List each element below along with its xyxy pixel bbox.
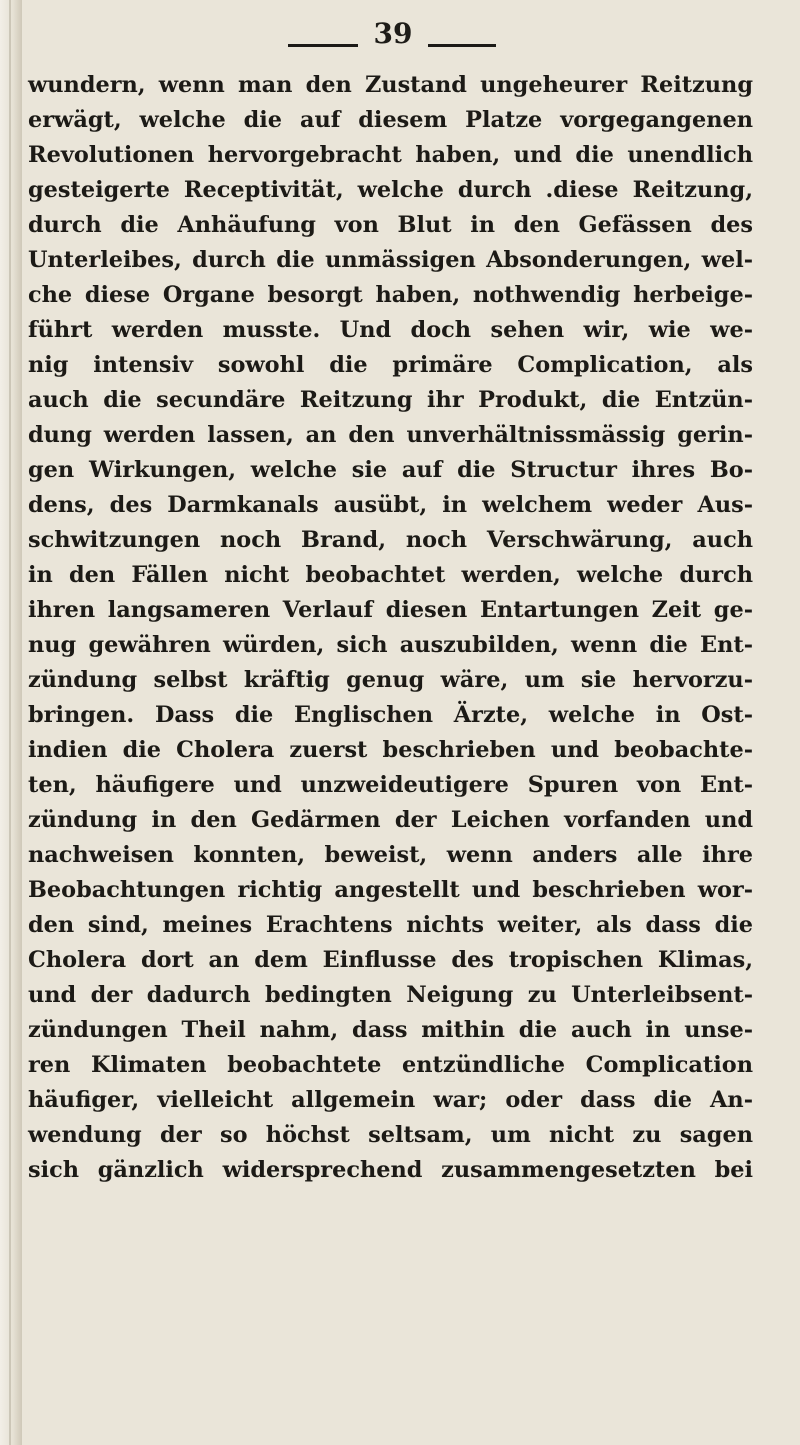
text-line: in den Fällen nicht beobachtet werden, welche durch [28,562,753,588]
text-line: gen Wirkungen, welche sie auf die Structur ihres Bo- [28,457,753,483]
text-line: ten, häufigere und unzweideutigere Spuren von Ent- [28,772,753,798]
text-line: Cholera dort an dem Einflusse des tropischen Klimas, [28,947,753,973]
text-line: gesteigerte Receptivität, welche durch .diese Reitzung, [28,177,753,203]
text-line: sich gänzlich widersprechend zusammengesetzten bei [28,1157,753,1183]
text-line: zündungen Theil nahm, dass mithin die auch in unse- [28,1017,753,1043]
text-line: che diese Organe besorgt haben, nothwendig herbeige- [28,282,753,308]
text-line: nachweisen konnten, beweist, wenn anders alle ihre [28,842,753,868]
text-line: nug gewähren würden, sich auszubilden, wenn die Ent- [28,632,753,658]
text-line: Revolutionen hervorgebracht haben, und die unendlich [28,142,753,168]
text-line: erwägt, welche die auf diesem Platze vorgegangenen [28,107,753,133]
text-line: dens, des Darmkanals ausübt, in welchem weder Aus- [28,492,753,518]
text-line: zündung in den Gedärmen der Leichen vorfanden und [28,807,753,833]
text-line: Beobachtungen richtig angestellt und beschrieben wor- [28,877,753,903]
text-line: ihren langsameren Verlauf diesen Entartungen Zeit ge- [28,597,753,623]
page-number: 39 [373,17,413,50]
text-line: und der dadurch bedingten Neigung zu Unterleibsent- [28,982,753,1008]
text-line: wendung der so höchst seltsam, um nicht zu sagen [28,1122,753,1148]
text-line: nig intensiv sowohl die primäre Complication, als [28,352,753,378]
text-line: führt werden musste. Und doch sehen wir, wie we- [28,317,753,343]
body-text [28,68,788,1188]
header-rule-right [428,44,496,47]
gutter-edge-line [9,0,11,1445]
text-line: häufiger, vielleicht allgemein war; oder dass die An- [28,1087,753,1113]
text-line: auch die secundäre Reitzung ihr Produkt, die Entzün- [28,387,753,413]
text-line: durch die Anhäufung von Blut in den Gefässen des [28,212,753,238]
text-line: bringen. Dass die Englischen Ärzte, welche in Ost- [28,702,753,728]
binding-gutter [0,0,22,1445]
text-line: ren Klimaten beobachtete entzündliche Complication [28,1052,753,1078]
text-line: dung werden lassen, an den unverhältnissmässig gerin- [28,422,753,448]
header-rule-left [288,44,358,47]
text-line: zündung selbst kräftig genug wäre, um sie hervorzu- [28,667,753,693]
text-line: Unterleibes, durch die unmässigen Absonderungen, wel- [28,247,753,273]
text-line: wundern, wenn man den Zustand ungeheurer Reitzung [28,72,753,98]
page-header [0,12,800,62]
text-line: indien die Cholera zuerst beschrieben und beobachte- [28,737,753,763]
text-line: den sind, meines Erachtens nichts weiter, als dass die [28,912,753,938]
text-line: schwitzungen noch Brand, noch Verschwärung, auch [28,527,753,553]
